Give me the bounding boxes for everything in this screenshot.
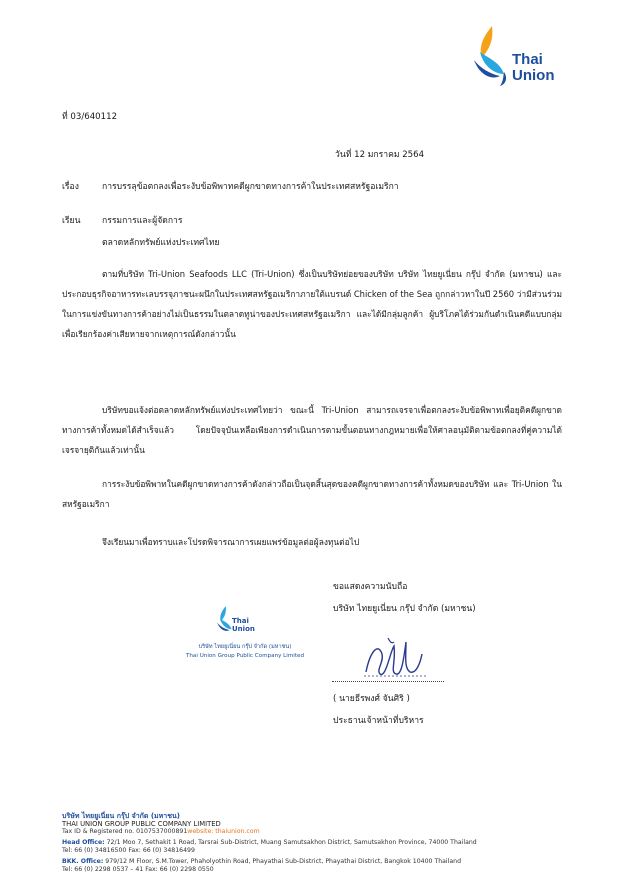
addressee-line-1: กรรมการและผู้จัดการ	[102, 216, 183, 226]
signer-name: ( นายธีรพงศ์ จันศิริ )	[333, 694, 410, 704]
subject-text: การบรรลุข้อตกลงเพื่อระงับข้อพิพาทคดีผูกขาดทางการค้าในประเทศสหรัฐอเมริกา	[102, 182, 399, 192]
signature-line	[332, 681, 444, 682]
body-paragraph-2: บริษัทขอแจ้งต่อตลาดหลักทรัพย์แห่งประเทศไทยว่า ขณะนี้ Tri-Union สามารถเจรจาเพื่อตกลงระงับข้อพิพาทเพื่อยุติคดีผูกขาดทางการค้าทั้งหมดได้สำเร็จแล้ว โดยปัจจุบันเหลือเพียงการดำเนินการตามขั้นตอนทางกฎหมายเพื่อให้ศาลอนุมัติตามข้อตกลงที่คู่ความได้เจรจายุติกันแล้วเท่านั้น	[62, 405, 562, 455]
footer-company-th: บริษัท ไทยยูเนี่ยน กรุ๊ป จำกัด (มหาชน)	[62, 812, 180, 820]
footer-head-label: Head Office:	[62, 839, 105, 846]
footer-head-office	[62, 839, 562, 847]
footer-bkk-tel: Tel: 66 (0) 2298 0537 – 41 Fax: 66 (0) 2298 0550	[62, 866, 214, 873]
thai-union-logo	[470, 24, 570, 94]
footer-company-en: THAI UNION GROUP PUBLIC COMPANY LIMITED	[62, 820, 221, 828]
footer-taxid-line	[62, 828, 562, 836]
stamp-text-thai: Thai	[232, 617, 249, 625]
reference-number: ที่ 03/640112	[62, 112, 118, 122]
signer-title: ประธานเจ้าหน้าที่บริหาร	[333, 716, 424, 726]
handwritten-signature	[360, 632, 430, 682]
signing-company: บริษัท ไทยยูเนี่ยน กรุ๊ป จำกัด (มหาชน)	[333, 604, 476, 614]
logo-text-union: Union	[512, 67, 555, 84]
logo-text-thai: Thai	[512, 51, 543, 68]
footer-head-addr: 72/1 Moo 7, Sethakit 1 Road, Tarsrai Sub-District, Muang Samutsakhon District, Samutsakhon Province, 74000 Thailand	[104, 839, 477, 846]
addressee-line-2: ตลาดหลักทรัพย์แห่งประเทศไทย	[102, 238, 220, 248]
body-paragraph-3: การระงับข้อพิพาทในคดีผูกขาดทางการค้าดังกล่าวถือเป็นจุดสิ้นสุดของคดีผูกขาดทางการค้าทั้งหมดของบริษัท และ Tri-Union ในสหรัฐอเมริกา	[62, 479, 562, 509]
body-paragraph-1: ตามที่บริษัท Tri-Union Seafoods LLC (Tri-Union) ซึ่งเป็นบริษัทย่อยของบริษัท บริษัท ไทยยูเนี่ยน กรุ๊ป จำกัด (มหาชน) และประกอบธุรกิจอาหารทะเลบรรจุภาชนะผนึกในประเทศสหรัฐอเมริกาภายใต้แบรนด์ Chicken of the Sea ถูกกล่าวหาในปี 2560 ว่ามีส่วนร่วมในการแข่งขันทางการค้าอย่างไม่เป็นธรรมในตลาดทูน่าของประเทศสหรัฐอเมริกา และได้มีกลุ่มลูกค้า ผู้บริโภคได้ร่วมกันดำเนินคดีแบบกลุ่มเพื่อเรียกร้องค่าเสียหายจากเหตุการณ์ดังกล่าวนั้น	[62, 269, 562, 339]
body-paragraph-4: จึงเรียนมาเพื่อทราบและโปรดพิจารณาการเผยแพร่ข้อมูลต่อผู้ลงทุนต่อไป	[102, 537, 360, 547]
footer-bkk-label: BKK. Office:	[62, 858, 104, 865]
footer-bkk-addr: 979/12 M Floor, S.M.Tower, Phaholyothin Road, Phayathai Sub-District, Phayathai District, Bangkok 10400 Thailand	[103, 858, 462, 865]
closing-text: ขอแสดงความนับถือ	[333, 582, 408, 592]
stamp-company-th: บริษัท ไทยยูเนี่ยน กรุ๊ป จำกัด (มหาชน)	[198, 644, 292, 650]
addressee-label: เรียน	[62, 216, 81, 226]
company-stamp	[170, 603, 320, 663]
stamp-text-union: Union	[232, 625, 255, 633]
footer-website: website: thaiunion.com	[187, 828, 260, 835]
stamp-company-en: Thai Union Group Public Company Limited	[185, 653, 305, 659]
thai-union-logo-icon	[470, 24, 515, 86]
footer-head-tel: Tel: 66 (0) 34816500 Fax: 66 (0) 34816499	[62, 847, 195, 854]
footer-taxid: Tax ID & Registered no. 0107537000891	[62, 828, 188, 835]
footer-bkk-office	[62, 858, 562, 866]
subject-label: เรื่อง	[62, 182, 79, 192]
letter-date: วันที่ 12 มกราคม 2564	[335, 150, 425, 160]
footer	[62, 812, 562, 874]
